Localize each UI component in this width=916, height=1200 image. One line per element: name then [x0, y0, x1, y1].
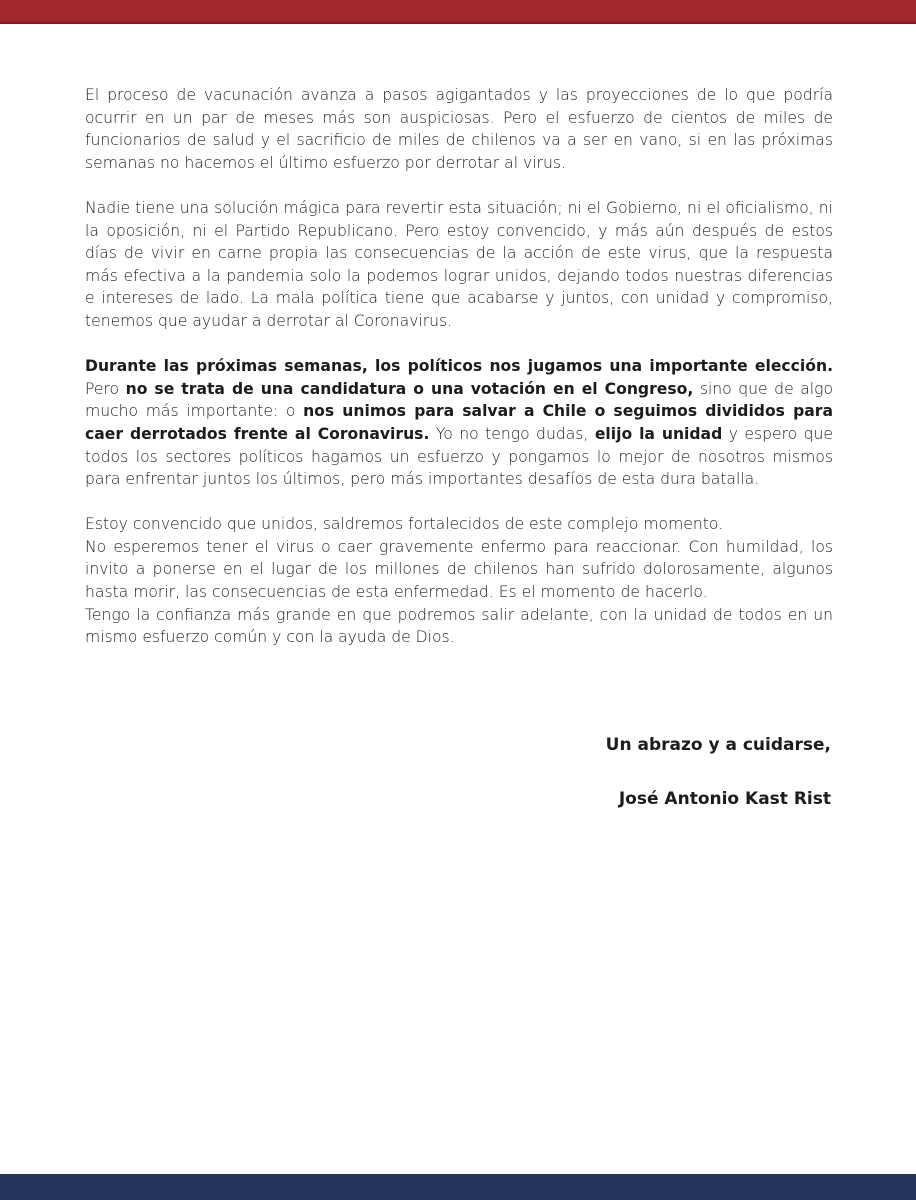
emphasis-unite-or-divide: nos unimos para salvar a Chile o seguimos divididos para caer derrotados frente al Coronavirus.: [85, 402, 833, 443]
line-confidence: Tengo la confianza más grande en que podremos salir adelante, con la unidad de todos en un mismo esfuerzo común y con la ayuda de Dios.: [85, 605, 833, 647]
paragraph-conviction: [85, 513, 833, 649]
closing-greeting: Un abrazo y a cuidarse,: [605, 735, 831, 755]
text-fragment: Yo no tengo dudas,: [429, 424, 595, 443]
letter-body: [85, 84, 833, 649]
line-humility: No esperemos tener el virus o caer gravemente enfermo para reaccionar. Con humildad, los invito a ponerse en el lugar de los millones de chilenos han sufrido dolorosamente, algunos hasta morir, las consecuencias de esta enfermedad. Es el momento de hacerlo.: [85, 537, 833, 602]
paragraph-vaccination: El proceso de vacunación avanza a pasos agigantados y las proyecciones de lo que podría ocurrir en un par de meses más son auspiciosas. Pero el esfuerzo de cientos de miles de funcionarios de salud y el sacrificio de miles de chilenos va a ser en vano, si en las próximas semanas no hacemos el último esfuerzo por derrotar al virus.: [85, 86, 833, 172]
paragraph-no-magic-solution: Nadie tiene una solución mágica para revertir esta situación; ni el Gobierno, ni el oficialismo, ni la oposición, ni el Partido Republicano. Pero estoy convencido, y más aún después de estos días de vivir en carne propia las consecuencias de la acción de este virus, que la respuesta más efectiva a la pandemia solo la podemos lograr unidos, dejando todos nuestras diferencias e intereses de lado. La mala política tiene que acabarse y juntos, con unidad y compromiso, tenemos que ayudar a derrotar al Coronavirus.: [85, 198, 833, 330]
text-fragment: sino que de algo mucho más importante: o: [85, 379, 833, 421]
text-fragment: Pero: [85, 379, 126, 398]
signature-name: José Antonio Kast Rist: [618, 789, 831, 809]
top-color-bar: [0, 0, 916, 24]
paragraph-important-election: [85, 355, 833, 491]
line-united: Estoy convencido que unidos, saldremos fortalecidos de este complejo momento.: [85, 515, 724, 534]
emphasis-choose-unity: elijo la unidad: [594, 424, 723, 443]
bottom-color-bar: [0, 1174, 916, 1200]
text-fragment: y espero que todos los sectores políticos hagamos un esfuerzo y pongamos lo mejor de nosotros mismos para enfrentar juntos los últimos, pero más importantes desafíos de esta dura batalla.: [85, 424, 833, 489]
emphasis-not-candidacy: no se trata de una candidatura o una votación en el Congreso,: [125, 379, 694, 398]
emphasis-election: Durante las próximas semanas, los políticos nos jugamos una importante elección.: [85, 357, 833, 376]
